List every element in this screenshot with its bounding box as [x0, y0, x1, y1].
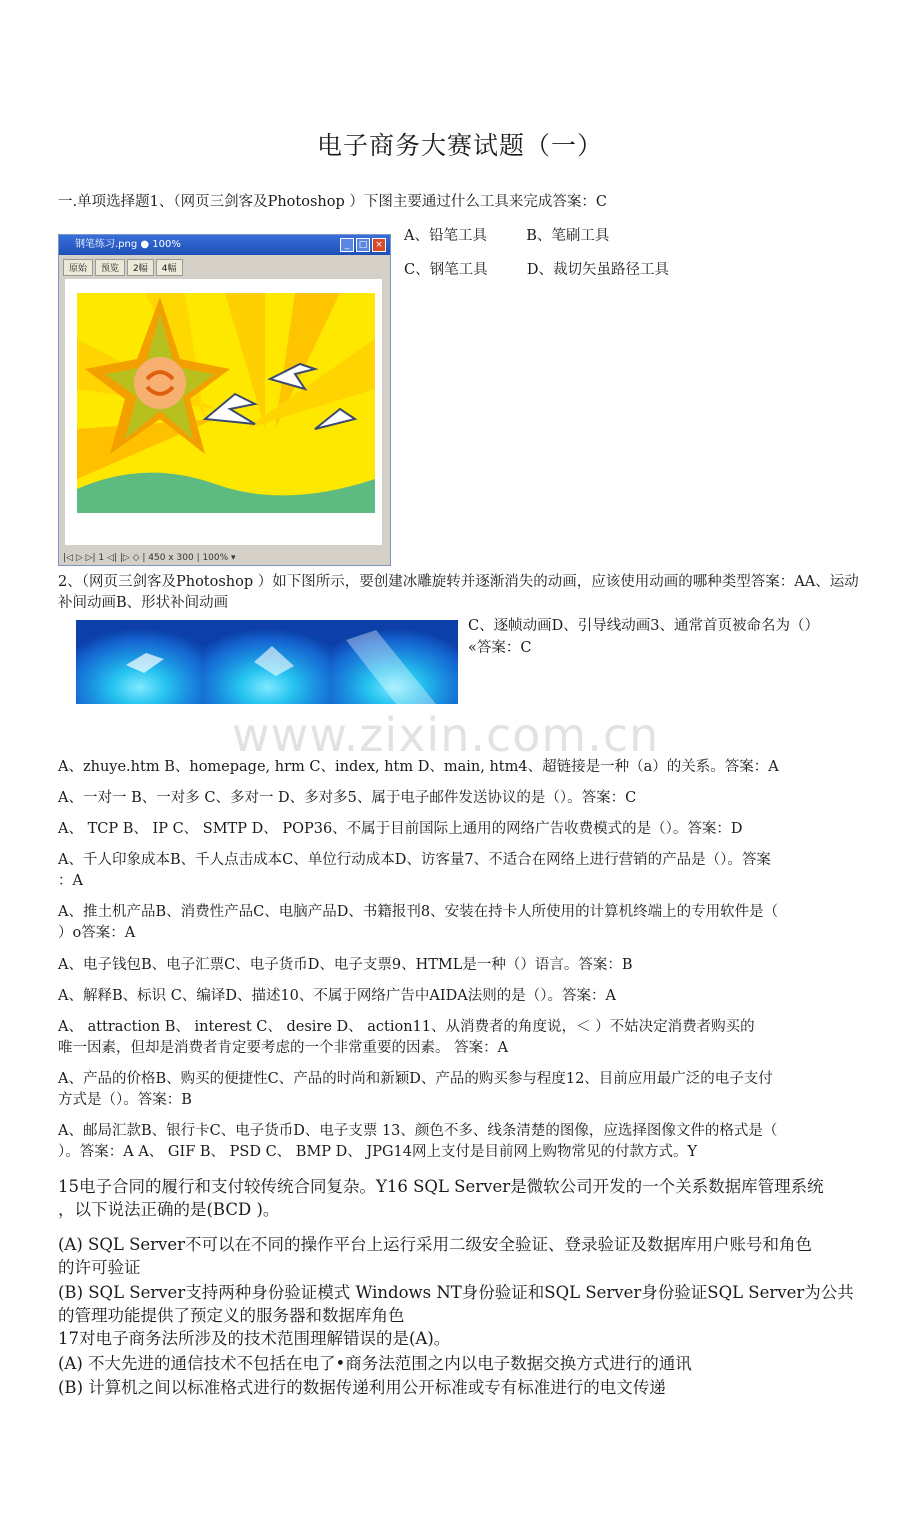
body-line-large: (B) SQL Server支持两种身份验证模式 Windows NT身份验证和SQL Server身份验证SQL Server为公共 [58, 1283, 854, 1302]
q1-option-a: A、铅笔工具 [404, 228, 487, 244]
q1-option-c: C、钢笔工具 [404, 262, 488, 278]
pen-tool-screenshot [58, 234, 391, 566]
q2-side-text-1: C、逐帧动画D、引导线动画3、通常首页被命名为（） [468, 618, 819, 634]
body-line-large: 17对电子商务法所涉及的技术范围理解错误的是(A)。 [58, 1329, 451, 1348]
body-line-large: 的管理功能提供了预定义的服务器和数据库角色 [58, 1306, 405, 1325]
body-line-large: (A) 不大先进的通信技术不包括在电了•商务法范围之内以电子数据交换方式进行的通讯 [58, 1354, 692, 1373]
q1-options-row1 [404, 226, 704, 247]
body-line: A、产品的价格B、购买的便捷性C、产品的时尚和新颖D、产品的购买参与程度12、目前应用最广泛的电子支付 [58, 1071, 773, 1087]
window-status-bar: |◁ ▷ ▷| 1 ◁| |▷ ◇ | 450 x 300 | 100% ▾ [63, 553, 236, 563]
body-line-large: (A) SQL Server不可以在不同的操作平台上运行采用二级安全验证、登录验证及数据库用户账号和角色 [58, 1235, 812, 1254]
question-1-text: 一.单项选择题1、（网页三剑客及Photoshop ）下图主要通过什么工具来完成答案：C [58, 194, 607, 210]
body-line: A、千人印象成本B、千人点击成本C、单位行动成本D、访客量7、不适合在网络上进行营销的产品是（）。答案 [58, 852, 771, 868]
body-line: A、推土机产品B、消费性产品C、电脑产品D、书籍报刊8、安装在持卡人所使用的计算机终端上的专用软件是（ [58, 904, 779, 920]
body-line: A、邮局汇款B、银行卡C、电子货币D、电子支票 13、颜色不多、线条清楚的图像，应选择图像文件的格式是（ [58, 1123, 778, 1139]
minimize-icon: _ [340, 238, 354, 252]
ice-rotation-frames [76, 620, 458, 704]
body-line: ）o答案：A [58, 925, 136, 941]
body-line: A、解释B、标识 C、编译D、描述10、不属于网络广告中AIDA法则的是（）。答案：A [58, 988, 616, 1004]
body-line: A、电子钱包B、电子汇票C、电子货币D、电子支票9、HTML是一种（）语言。答案：B [58, 957, 633, 973]
document-title: 电子商务大赛试题（一） [316, 131, 603, 160]
body-line: A、 attraction B、 interest C、 desire D、 action11、从消费者的角度说，＜ ）不姑决定消费者购买的 [58, 1019, 755, 1035]
sun-star-artwork [65, 279, 382, 545]
window-titlebar: 钢笔练习.png ● 100% [59, 235, 390, 255]
tab-original: 原始 [63, 259, 93, 276]
q1-option-d: D、裁切矢虽路径工具 [526, 262, 669, 278]
body-line: A、zhuye.htm B、homepage, hrm C、index, htm D、main, htm4、超链接是一种（a）的关系。答案：A [58, 759, 779, 775]
tab-4up: 4幅 [156, 259, 183, 276]
body-line: ）。答案：A A、 GIF B、 PSD C、 BMP D、 JPG14网上支付是目前网上购物常见的付款方式。Y [58, 1144, 698, 1160]
body-line: A、一对一 B、一对多 C、多对一 D、多对多5、属于电子邮件发送协议的是（）。答案：C [58, 790, 637, 806]
body-line: 唯一因素，但却是消费者肯定要考虑的一个非常重要的因素。 答案：A [58, 1040, 509, 1056]
maximize-icon: □ [356, 238, 370, 252]
body-line-large: (B) 计算机之间以标准格式进行的数据传递利用公开标准或专有标准进行的电文传递 [58, 1378, 666, 1397]
q1-options-row2 [404, 260, 724, 281]
window-controls [340, 238, 386, 252]
close-icon: × [372, 238, 386, 252]
body-line: A、 TCP B、 IP C、 SMTP D、 POP36、不属于目前国际上通用的网络广告收费模式的是（）。答案：D [58, 821, 743, 837]
tab-preview: 预览 [95, 259, 125, 276]
question-2-text: 2、（网页三剑客及Photoshop ）如下图所示，要创建冰雕旋转并逐渐消失的动画，应该使用动画的哪种类型答案：AA、运动补间动画B、形状补间动画 [58, 574, 859, 611]
body-line-large: ，以下说法正确的是(BCD )。 [58, 1200, 280, 1219]
watermark: www.zixin.com.cn [232, 708, 660, 762]
animation-frames-image [76, 620, 458, 704]
body-line-large: 15电子合同的履行和支付较传统合同复杂。Y16 SQL Server是微软公司开发的一个关系数据库管理系统 [58, 1177, 824, 1196]
q1-option-b: B、笔刷工具 [526, 228, 610, 244]
view-tabs [59, 255, 390, 276]
body-line: 方式是（）。答案：B [58, 1092, 192, 1108]
artwork-canvas [65, 279, 382, 545]
body-line-large: 的许可验证 [58, 1258, 141, 1277]
body-line: ：A [58, 873, 83, 889]
tab-2up: 2幅 [127, 259, 154, 276]
q2-side-text-2: «答案：C [468, 640, 532, 656]
